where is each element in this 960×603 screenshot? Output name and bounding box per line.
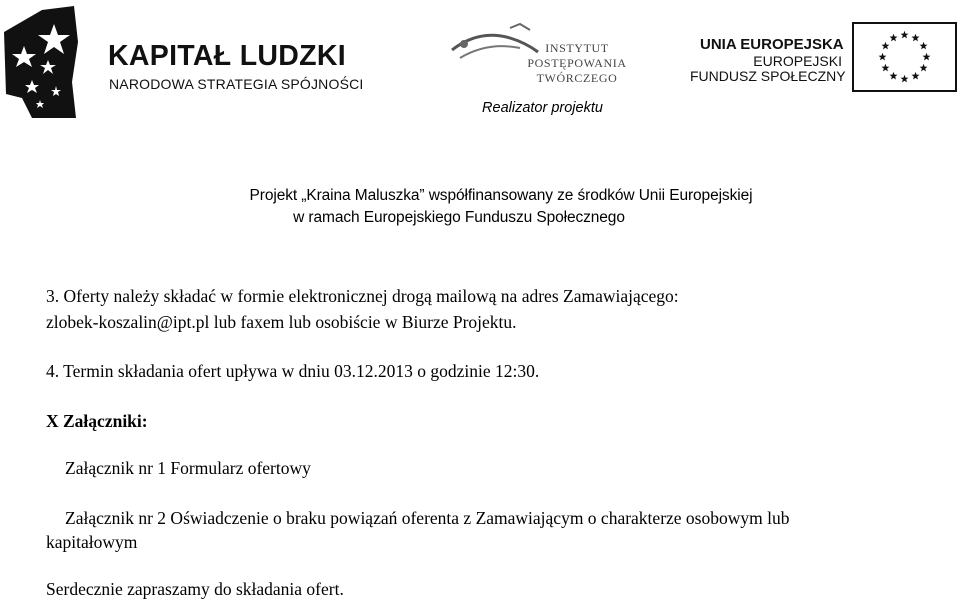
ipt-name-line-3: TWÓRCZEGO [536, 71, 618, 85]
eu-name-line-3: FUNDUSZ SPOŁECZNY [690, 68, 846, 84]
eu-flag-icon [852, 22, 957, 92]
eu-star-icon [920, 42, 928, 50]
kapital-ludzki-logo-mark [2, 2, 80, 120]
eu-star-icon [912, 34, 920, 42]
ipt-role-caption: Realizator projektu [482, 100, 603, 116]
eu-star-icon [890, 72, 898, 80]
eu-star-icon [901, 75, 909, 83]
attachment-2-line-2: kapitałowym [46, 532, 138, 552]
item-4-deadline: 4. Termin składania ofert upływa w dniu 03.12.2013 o godzinie 12:30. [46, 361, 540, 381]
ipt-name-line-1: INSTYTUT [545, 41, 609, 55]
project-caption-line-1: Projekt „Kraina Maluszka” współfinansowany ze środków Unii Europejskiej [249, 187, 753, 204]
closing-invitation: Serdecznie zapraszamy do składania ofert. [46, 579, 344, 599]
eu-star-icon [901, 31, 909, 39]
item-3-line-1: 3. Oferty należy składać w formie elektronicznej drogą mailową na adres Zamawiającego: [46, 286, 679, 306]
item-3-line-2: zlobek-koszalin@ipt.pl lub faxem lub osobiście w Biurze Projektu. [46, 312, 517, 332]
eu-star-icon [920, 64, 928, 72]
eu-star-icon [881, 42, 889, 50]
eu-star-icon [923, 53, 931, 61]
attachment-1: Załącznik nr 1 Formularz ofertowy [65, 458, 311, 478]
eu-star-icon [881, 64, 889, 72]
eu-star-icon [879, 53, 887, 61]
eu-star-icon [912, 72, 920, 80]
kapital-ludzki-subtitle: NARODOWA STRATEGIA SPÓJNOŚCI [109, 76, 364, 92]
project-caption-line-2: w ramach Europejskiego Funduszu Społecznego [293, 209, 625, 226]
attachment-2-line-1: Załącznik nr 2 Oświadczenie o braku powiązań oferenta z Zamawiającym o charakterze osobowym lub [65, 508, 790, 528]
kapital-ludzki-title: KAPITAŁ LUDZKI [108, 40, 346, 72]
ipt-name-line-2: POSTĘPOWANIA [527, 56, 627, 70]
eu-star-icon [890, 34, 898, 42]
eu-name-line-2: EUROPEJSKI [753, 53, 842, 69]
attachments-heading: X Załączniki: [46, 411, 148, 431]
eu-name-line-1: UNIA EUROPEJSKA [700, 36, 844, 53]
